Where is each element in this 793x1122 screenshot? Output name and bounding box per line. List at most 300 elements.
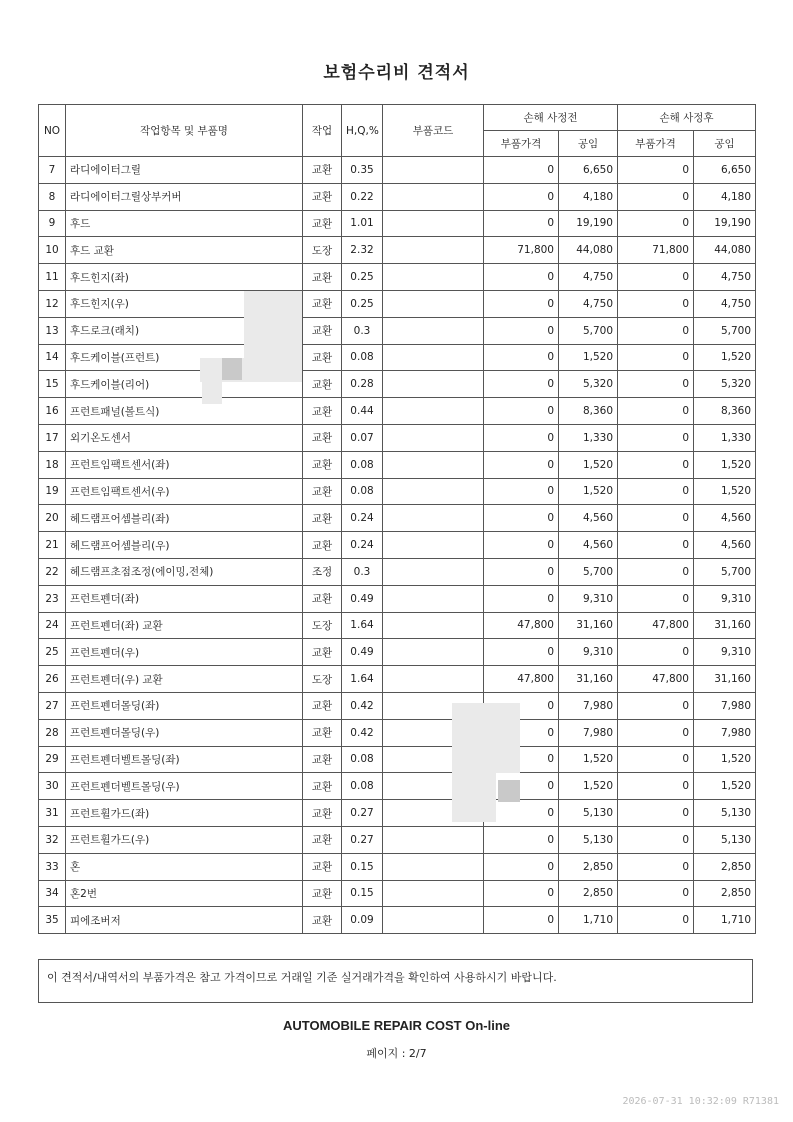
row-no: 30	[39, 773, 66, 800]
row-no: 23	[39, 585, 66, 612]
row-before-part-price: 0	[484, 157, 559, 184]
table-row	[39, 666, 756, 693]
row-after-labor: 44,080	[694, 237, 756, 264]
row-before-part-price: 0	[484, 371, 559, 398]
row-after-part-price: 0	[618, 210, 694, 237]
row-part-code	[383, 585, 484, 612]
print-timestamp: 2026-07-31 10:32:09 R71381	[622, 1096, 779, 1107]
row-before-labor: 1,520	[559, 451, 618, 478]
row-no: 18	[39, 451, 66, 478]
row-hq: 0.22	[342, 183, 383, 210]
row-part-code	[383, 264, 484, 291]
row-hq: 0.28	[342, 371, 383, 398]
row-hq: 0.42	[342, 692, 383, 719]
row-before-labor: 5,700	[559, 558, 618, 585]
row-hq: 1.64	[342, 612, 383, 639]
row-before-part-price: 0	[484, 907, 559, 934]
row-no: 13	[39, 317, 66, 344]
table-row	[39, 290, 756, 317]
col-before-header: 손해 사정전	[484, 105, 618, 131]
row-after-labor: 1,520	[694, 773, 756, 800]
row-no: 12	[39, 290, 66, 317]
row-before-part-price: 0	[484, 692, 559, 719]
row-after-labor: 7,980	[694, 719, 756, 746]
row-item-name: 헤드램프어셈블리(좌)	[66, 505, 303, 532]
row-no: 22	[39, 558, 66, 585]
row-item-name: 프런트휠가드(좌)	[66, 800, 303, 827]
row-part-code	[383, 344, 484, 371]
table-row	[39, 719, 756, 746]
row-no: 15	[39, 371, 66, 398]
redaction-mark	[200, 358, 302, 382]
row-work-type: 교환	[303, 183, 342, 210]
row-after-part-price: 0	[618, 639, 694, 666]
row-before-labor: 2,850	[559, 853, 618, 880]
row-item-name: 후드힌지(우)	[66, 290, 303, 317]
row-hq: 0.08	[342, 344, 383, 371]
table-row	[39, 210, 756, 237]
row-before-labor: 4,750	[559, 290, 618, 317]
col-after-labor-header: 공임	[694, 131, 756, 157]
row-after-part-price: 0	[618, 558, 694, 585]
row-hq: 0.24	[342, 505, 383, 532]
row-before-part-price: 0	[484, 505, 559, 532]
table-row	[39, 183, 756, 210]
row-after-labor: 4,750	[694, 290, 756, 317]
table-row	[39, 532, 756, 559]
table-row	[39, 398, 756, 425]
row-after-part-price: 71,800	[618, 237, 694, 264]
row-before-part-price: 0	[484, 183, 559, 210]
row-work-type: 교환	[303, 210, 342, 237]
row-before-labor: 1,520	[559, 344, 618, 371]
row-part-code	[383, 210, 484, 237]
row-work-type: 교환	[303, 773, 342, 800]
row-item-name: 후드케이블(리어)	[66, 371, 303, 398]
row-hq: 0.49	[342, 639, 383, 666]
row-part-code	[383, 157, 484, 184]
row-before-part-price: 0	[484, 290, 559, 317]
row-before-part-price: 47,800	[484, 666, 559, 693]
row-before-labor: 1,520	[559, 746, 618, 773]
row-after-labor: 4,180	[694, 183, 756, 210]
redaction-mark	[452, 760, 496, 822]
row-hq: 0.08	[342, 746, 383, 773]
row-item-name: 프런트임팩트센서(좌)	[66, 451, 303, 478]
table-row	[39, 746, 756, 773]
row-hq: 0.09	[342, 907, 383, 934]
row-hq: 0.35	[342, 157, 383, 184]
row-before-part-price: 0	[484, 880, 559, 907]
row-item-name: 프런트패널(볼트식)	[66, 398, 303, 425]
row-after-labor: 5,130	[694, 826, 756, 853]
row-no: 31	[39, 800, 66, 827]
table-row	[39, 880, 756, 907]
row-part-code	[383, 183, 484, 210]
row-hq: 0.42	[342, 719, 383, 746]
row-no: 21	[39, 532, 66, 559]
row-before-labor: 31,160	[559, 666, 618, 693]
row-after-labor: 2,850	[694, 880, 756, 907]
row-part-code	[383, 639, 484, 666]
row-before-part-price: 0	[484, 210, 559, 237]
row-hq: 1.64	[342, 666, 383, 693]
row-hq: 0.15	[342, 880, 383, 907]
row-after-part-price: 0	[618, 478, 694, 505]
row-before-part-price: 47,800	[484, 612, 559, 639]
row-after-labor: 2,850	[694, 853, 756, 880]
col-code-header: 부품코드	[383, 105, 484, 157]
row-before-part-price: 0	[484, 451, 559, 478]
row-after-labor: 1,520	[694, 344, 756, 371]
row-work-type: 교환	[303, 532, 342, 559]
row-hq: 0.44	[342, 398, 383, 425]
row-before-labor: 1,330	[559, 424, 618, 451]
row-after-part-price: 47,800	[618, 666, 694, 693]
row-item-name: 프런트펜더벨트몰딩(좌)	[66, 746, 303, 773]
row-after-labor: 8,360	[694, 398, 756, 425]
row-item-name: 라디에이터그릴상부커버	[66, 183, 303, 210]
col-before-part-price-header: 부품가격	[484, 131, 559, 157]
col-hq-header: H,Q,%	[342, 105, 383, 157]
row-item-name: 후드 교환	[66, 237, 303, 264]
row-work-type: 교환	[303, 800, 342, 827]
row-before-part-price: 71,800	[484, 237, 559, 264]
row-after-part-price: 0	[618, 424, 694, 451]
row-before-labor: 4,560	[559, 505, 618, 532]
row-item-name: 혼2번	[66, 880, 303, 907]
row-after-labor: 9,310	[694, 639, 756, 666]
row-item-name: 후드케이블(프런트)	[66, 344, 303, 371]
row-before-labor: 9,310	[559, 639, 618, 666]
row-no: 16	[39, 398, 66, 425]
row-no: 17	[39, 424, 66, 451]
table-row	[39, 585, 756, 612]
row-part-code	[383, 826, 484, 853]
row-before-labor: 5,700	[559, 317, 618, 344]
redaction-mark	[244, 291, 302, 361]
col-no-header: NO	[39, 105, 66, 157]
row-work-type: 교환	[303, 880, 342, 907]
row-after-labor: 1,520	[694, 451, 756, 478]
table-row	[39, 826, 756, 853]
row-no: 9	[39, 210, 66, 237]
row-before-labor: 1,710	[559, 907, 618, 934]
table-row	[39, 424, 756, 451]
row-work-type: 교환	[303, 398, 342, 425]
row-no: 7	[39, 157, 66, 184]
row-work-type: 교환	[303, 157, 342, 184]
redaction-mark	[498, 780, 520, 802]
row-before-labor: 9,310	[559, 585, 618, 612]
row-after-labor: 4,560	[694, 532, 756, 559]
row-work-type: 교환	[303, 424, 342, 451]
row-item-name: 라디에이터그릴	[66, 157, 303, 184]
row-work-type: 교환	[303, 264, 342, 291]
row-part-code	[383, 853, 484, 880]
col-item-header: 작업항목 및 부품명	[66, 105, 303, 157]
row-hq: 0.27	[342, 800, 383, 827]
row-item-name: 헤드램프초점조정(에이밍,전체)	[66, 558, 303, 585]
table-row	[39, 317, 756, 344]
row-after-part-price: 0	[618, 290, 694, 317]
row-work-type: 교환	[303, 692, 342, 719]
row-after-part-price: 0	[618, 585, 694, 612]
row-hq: 0.3	[342, 317, 383, 344]
row-after-part-price: 0	[618, 800, 694, 827]
row-after-part-price: 0	[618, 907, 694, 934]
row-hq: 0.08	[342, 451, 383, 478]
row-before-part-price: 0	[484, 398, 559, 425]
row-before-labor: 7,980	[559, 692, 618, 719]
row-after-part-price: 47,800	[618, 612, 694, 639]
row-item-name: 프런트펜더(우) 교환	[66, 666, 303, 693]
row-item-name: 프런트펜더(우)	[66, 639, 303, 666]
row-no: 33	[39, 853, 66, 880]
table-row	[39, 692, 756, 719]
row-no: 25	[39, 639, 66, 666]
row-after-labor: 5,700	[694, 317, 756, 344]
row-item-name: 프런트펜더벨트몰딩(우)	[66, 773, 303, 800]
row-after-labor: 1,710	[694, 907, 756, 934]
row-after-part-price: 0	[618, 157, 694, 184]
row-part-code	[383, 907, 484, 934]
row-work-type: 교환	[303, 505, 342, 532]
row-item-name: 프런트펜더(좌) 교환	[66, 612, 303, 639]
row-hq: 0.3	[342, 558, 383, 585]
row-work-type: 교환	[303, 853, 342, 880]
row-after-part-price: 0	[618, 344, 694, 371]
row-after-part-price: 0	[618, 853, 694, 880]
row-item-name: 프런트휠가드(우)	[66, 826, 303, 853]
row-no: 26	[39, 666, 66, 693]
row-item-name: 프런트펜더(좌)	[66, 585, 303, 612]
redaction-mark	[202, 380, 222, 404]
row-no: 11	[39, 264, 66, 291]
row-item-name: 헤드램프어셈블리(우)	[66, 532, 303, 559]
row-after-part-price: 0	[618, 371, 694, 398]
row-after-part-price: 0	[618, 692, 694, 719]
row-hq: 2.32	[342, 237, 383, 264]
row-part-code	[383, 880, 484, 907]
row-after-labor: 5,130	[694, 800, 756, 827]
table-row	[39, 639, 756, 666]
row-hq: 0.25	[342, 264, 383, 291]
row-part-code	[383, 317, 484, 344]
row-before-part-price: 0	[484, 746, 559, 773]
row-before-labor: 4,750	[559, 264, 618, 291]
row-before-part-price: 0	[484, 264, 559, 291]
row-work-type: 교환	[303, 826, 342, 853]
row-no: 27	[39, 692, 66, 719]
row-part-code	[383, 612, 484, 639]
col-after-header: 손해 사정후	[618, 105, 756, 131]
row-no: 10	[39, 237, 66, 264]
row-no: 29	[39, 746, 66, 773]
row-hq: 0.08	[342, 478, 383, 505]
row-part-code	[383, 558, 484, 585]
row-before-part-price: 0	[484, 532, 559, 559]
row-after-labor: 1,520	[694, 478, 756, 505]
row-hq: 0.07	[342, 424, 383, 451]
row-item-name: 후드힌지(좌)	[66, 264, 303, 291]
row-item-name: 후드	[66, 210, 303, 237]
row-after-part-price: 0	[618, 183, 694, 210]
row-after-labor: 9,310	[694, 585, 756, 612]
page-indicator: 페이지 : 2/7	[366, 1047, 427, 1060]
row-work-type: 도장	[303, 237, 342, 264]
row-before-labor: 1,520	[559, 478, 618, 505]
row-part-code	[383, 398, 484, 425]
row-work-type: 교환	[303, 344, 342, 371]
row-work-type: 도장	[303, 666, 342, 693]
row-part-code	[383, 290, 484, 317]
row-part-code	[383, 237, 484, 264]
row-before-labor: 2,850	[559, 880, 618, 907]
row-after-part-price: 0	[618, 317, 694, 344]
row-no: 35	[39, 907, 66, 934]
row-after-labor: 4,750	[694, 264, 756, 291]
row-no: 34	[39, 880, 66, 907]
row-work-type: 교환	[303, 907, 342, 934]
row-before-part-price: 0	[484, 853, 559, 880]
row-hq: 0.08	[342, 773, 383, 800]
row-work-type: 교환	[303, 639, 342, 666]
row-before-part-price: 0	[484, 317, 559, 344]
estimate-rows	[39, 157, 756, 934]
row-part-code	[383, 478, 484, 505]
row-after-labor: 4,560	[694, 505, 756, 532]
row-after-part-price: 0	[618, 880, 694, 907]
table-row	[39, 612, 756, 639]
row-no: 20	[39, 505, 66, 532]
row-after-part-price: 0	[618, 746, 694, 773]
table-row	[39, 907, 756, 934]
row-hq: 0.24	[342, 532, 383, 559]
row-before-part-price: 0	[484, 478, 559, 505]
row-after-part-price: 0	[618, 719, 694, 746]
row-after-labor: 6,650	[694, 157, 756, 184]
brand-footer: AUTOMOBILE REPAIR COST On-line	[282, 1018, 511, 1033]
row-part-code	[383, 532, 484, 559]
table-row	[39, 773, 756, 800]
row-no: 28	[39, 719, 66, 746]
row-no: 8	[39, 183, 66, 210]
row-after-labor: 1,330	[694, 424, 756, 451]
row-before-labor: 5,130	[559, 826, 618, 853]
row-work-type: 교환	[303, 719, 342, 746]
row-after-part-price: 0	[618, 451, 694, 478]
row-hq: 0.15	[342, 853, 383, 880]
row-after-labor: 5,320	[694, 371, 756, 398]
notice-box: 이 견적서/내역서의 부품가격은 참고 가격이므로 거래일 기준 실거래가격을 확인하여 사용하시기 바랍니다.	[38, 959, 753, 1003]
redaction-mark	[222, 358, 242, 380]
row-before-part-price: 0	[484, 773, 559, 800]
row-work-type: 조정	[303, 558, 342, 585]
table-row	[39, 371, 756, 398]
row-hq: 0.25	[342, 290, 383, 317]
table-row	[39, 478, 756, 505]
row-before-labor: 19,190	[559, 210, 618, 237]
row-before-labor: 4,180	[559, 183, 618, 210]
row-before-part-price: 0	[484, 558, 559, 585]
row-after-part-price: 0	[618, 773, 694, 800]
row-hq: 1.01	[342, 210, 383, 237]
row-part-code	[383, 666, 484, 693]
row-work-type: 도장	[303, 612, 342, 639]
row-after-part-price: 0	[618, 264, 694, 291]
row-after-part-price: 0	[618, 826, 694, 853]
row-before-labor: 5,130	[559, 800, 618, 827]
table-row	[39, 451, 756, 478]
row-after-labor: 1,520	[694, 746, 756, 773]
table-row	[39, 853, 756, 880]
row-before-labor: 5,320	[559, 371, 618, 398]
col-work-header: 작업	[303, 105, 342, 157]
row-no: 32	[39, 826, 66, 853]
row-work-type: 교환	[303, 290, 342, 317]
table-row	[39, 157, 756, 184]
row-work-type: 교환	[303, 585, 342, 612]
table-row	[39, 505, 756, 532]
table-row	[39, 264, 756, 291]
table-row	[39, 558, 756, 585]
row-before-part-price: 0	[484, 424, 559, 451]
row-before-part-price: 0	[484, 800, 559, 827]
document-title: 보험수리비 견적서	[323, 63, 470, 83]
row-after-part-price: 0	[618, 398, 694, 425]
col-before-labor-header: 공임	[559, 131, 618, 157]
row-before-part-price: 0	[484, 344, 559, 371]
row-work-type: 교환	[303, 451, 342, 478]
row-before-part-price: 0	[484, 826, 559, 853]
row-part-code	[383, 424, 484, 451]
row-before-part-price: 0	[484, 719, 559, 746]
row-before-labor: 44,080	[559, 237, 618, 264]
row-after-part-price: 0	[618, 505, 694, 532]
row-before-labor: 4,560	[559, 532, 618, 559]
row-after-labor: 31,160	[694, 666, 756, 693]
row-work-type: 교환	[303, 317, 342, 344]
row-item-name: 피에조버저	[66, 907, 303, 934]
row-item-name: 프런트펜더몰딩(우)	[66, 719, 303, 746]
row-item-name: 후드로크(래치)	[66, 317, 303, 344]
table-row	[39, 800, 756, 827]
row-after-labor: 7,980	[694, 692, 756, 719]
row-before-part-price: 0	[484, 639, 559, 666]
row-before-labor: 1,520	[559, 773, 618, 800]
estimate-table	[38, 104, 756, 934]
row-before-labor: 31,160	[559, 612, 618, 639]
row-item-name: 혼	[66, 853, 303, 880]
row-before-labor: 6,650	[559, 157, 618, 184]
table-row	[39, 344, 756, 371]
row-part-code	[383, 371, 484, 398]
row-after-labor: 31,160	[694, 612, 756, 639]
row-no: 24	[39, 612, 66, 639]
row-item-name: 외기온도센서	[66, 424, 303, 451]
row-work-type: 교환	[303, 478, 342, 505]
row-no: 14	[39, 344, 66, 371]
row-part-code	[383, 505, 484, 532]
row-hq: 0.27	[342, 826, 383, 853]
row-before-part-price: 0	[484, 585, 559, 612]
row-item-name: 프런트펜더몰딩(좌)	[66, 692, 303, 719]
col-after-part-price-header: 부품가격	[618, 131, 694, 157]
table-row	[39, 237, 756, 264]
row-item-name: 프런트임팩트센서(우)	[66, 478, 303, 505]
row-part-code	[383, 451, 484, 478]
